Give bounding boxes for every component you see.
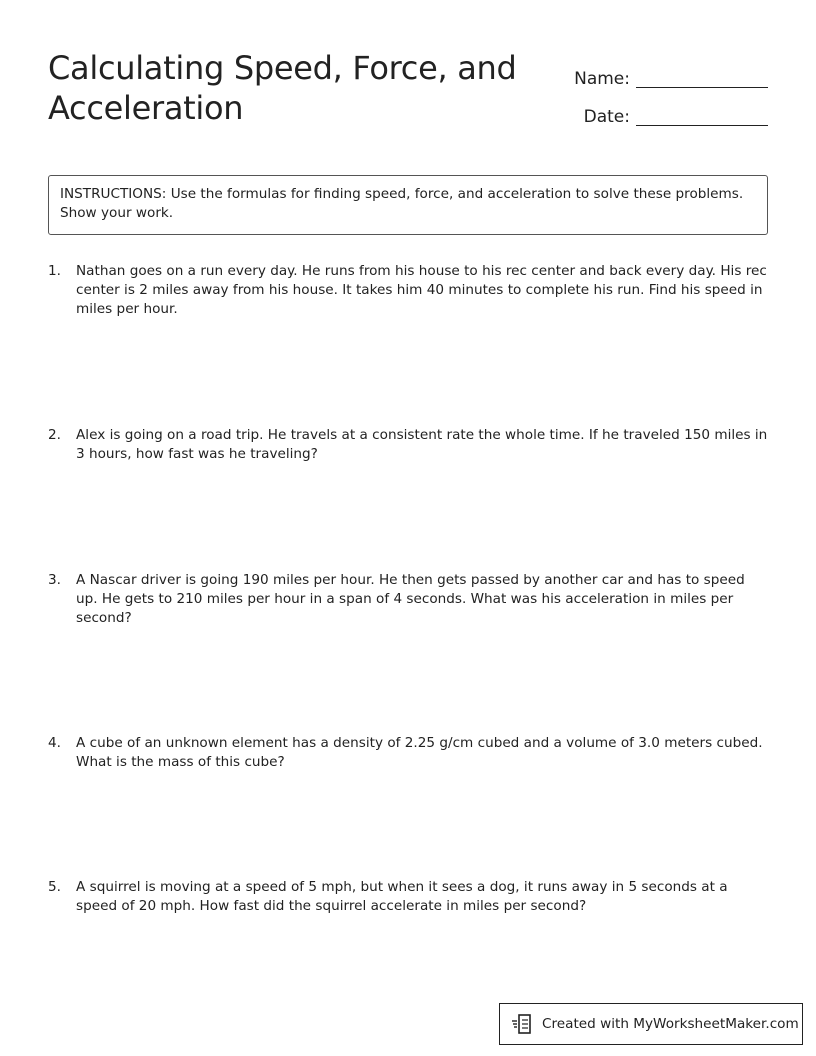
question-text: Nathan goes on a run every day. He runs from his house to his rec center and back every day. His rec center is 2 miles away from his house. It takes him 40 minutes to complete his run. Find his speed in miles per hour. (76, 263, 767, 317)
question-text: A Nascar driver is going 190 miles per hour. He then gets passed by another car and has to speed up. He gets to 210 miles per hour in a span of 4 seconds. What was his acceleration in miles per second? (76, 572, 745, 626)
question-text: A squirrel is moving at a speed of 5 mph, but when it sees a dog, it runs away in 5 seconds at a speed of 20 mph. How fast did the squirrel accelerate in miles per second? (76, 879, 728, 914)
footer-credit[interactable] (499, 1003, 803, 1045)
date-label: Date: (583, 107, 630, 127)
question-5 (48, 878, 768, 916)
question-4 (48, 734, 768, 772)
name-row (548, 52, 768, 90)
name-blank-line (636, 73, 768, 88)
question-3 (48, 571, 768, 628)
date-blank-line (636, 111, 768, 126)
student-info (548, 52, 768, 128)
question-2 (48, 426, 768, 464)
question-number: 4. (48, 735, 61, 751)
question-number: 3. (48, 572, 61, 588)
question-text: Alex is going on a road trip. He travels at a consistent rate the whole time. If he traveled 150 miles in 3 hours, how fast was he traveling? (76, 427, 768, 462)
date-row (548, 90, 768, 128)
question-text: A cube of an unknown element has a density of 2.25 g/cm cubed and a volume of 3.0 meters cubed. What is the mass of this cube? (76, 735, 763, 770)
question-number: 5. (48, 879, 61, 895)
name-label: Name: (574, 69, 630, 89)
instructions-box: INSTRUCTIONS: Use the formulas for finding speed, force, and acceleration to solve these problems. Show your work. (48, 175, 768, 235)
page-title: Calculating Speed, Force, and Acceleration (48, 49, 517, 127)
question-1 (48, 262, 768, 319)
worksheet-maker-logo-icon (510, 1012, 534, 1036)
footer-text: Created with MyWorksheetMaker.com (542, 1016, 799, 1032)
question-number: 1. (48, 263, 61, 279)
question-number: 2. (48, 427, 61, 443)
